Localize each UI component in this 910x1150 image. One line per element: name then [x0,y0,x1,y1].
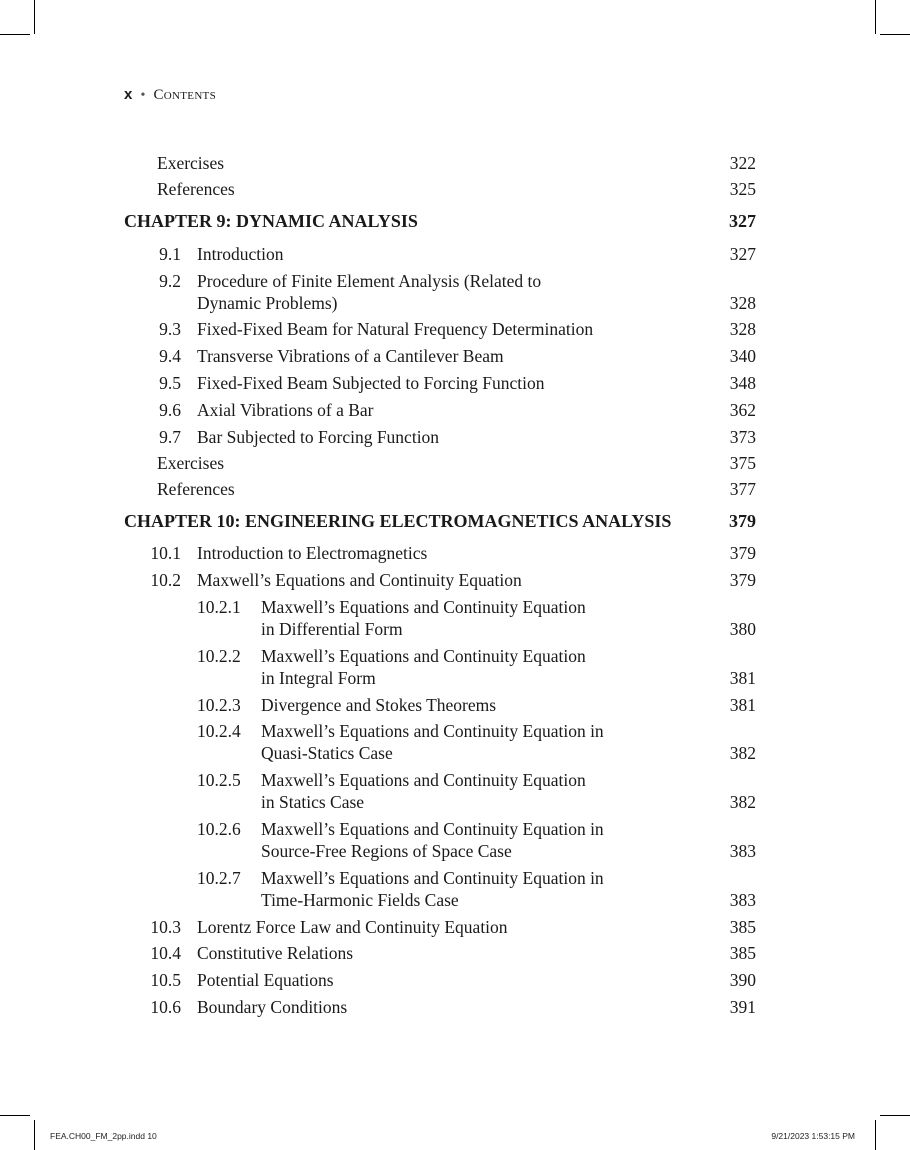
toc-entry [124,867,756,911]
toc-entry [124,569,756,591]
toc-entry-title-line: Maxwell’s Equations and Continuity Equation [261,597,586,617]
crop-mark [880,34,910,35]
toc-entry [124,372,756,394]
toc-entry-page: 325 [729,179,756,199]
toc-entry-title-line: Dynamic Problems) [197,292,338,313]
toc-entry-page: 362 [729,399,756,420]
toc-entry-title-line: Introduction [197,243,284,264]
crop-mark [0,1115,30,1116]
toc-entry-title [124,210,418,232]
toc-entry-page: 383 [729,889,756,910]
toc-entry-title-line: Potential Equations [197,970,334,991]
toc-entry [124,596,756,640]
toc-entry-page: 379 [729,510,756,531]
toc-entry-title-line: Maxwell’s Equations and Continuity Equation [261,770,586,791]
toc-entry-page: 327 [729,243,756,264]
toc-entry-title [197,399,374,421]
toc-entry-title-line: Maxwell’s Equations and Continuity Equation [197,570,522,591]
toc-entry [124,452,756,474]
toc-entry-title [197,569,522,591]
crop-mark [880,1115,910,1116]
toc-entry-page: 328 [729,319,756,340]
toc-entry-number: 9.6 [159,399,181,420]
toc-entry-title-line: Maxwell’s Equations and Continuity Equation in [261,721,604,742]
separator: • [140,88,146,103]
toc-entry-title-line: Maxwell’s Equations and Continuity Equation in [261,867,604,888]
toc-entry-number: 9.3 [159,319,181,340]
page-number: x [124,86,133,103]
toc-entry [124,996,756,1018]
toc-entry-title [124,510,671,532]
toc-entry-page: 328 [729,292,756,313]
toc-entry [124,270,756,314]
toc-entry-number: 10.2.6 [197,819,241,839]
toc-entry-title-line: in Differential Form [261,619,403,639]
toc-entry-number: 10.2.5 [197,770,241,791]
toc-entry-title [261,769,586,813]
toc-entry [124,694,756,716]
toc-entry-page: 382 [729,743,756,764]
toc-entry-title-line: References [157,478,235,499]
toc-entry-title-line: Exercises [157,153,225,173]
toc-entry-title [197,969,334,991]
toc-entry-number: 9.1 [159,243,181,264]
toc-entry-title [197,318,593,340]
footer-file: FEA.CH00_FM_2pp.indd 10 [50,1131,157,1141]
toc-entry-title-line: Fixed-Fixed Beam for Natural Frequency Determination [197,319,594,340]
toc-entry [124,318,756,340]
toc-entry-number: 10.2.4 [197,721,241,742]
toc-entry-title-line: Maxwell’s Equations and Continuity Equation in [261,819,604,839]
toc-entry-title-line: Axial Vibrations of a Bar [197,399,374,420]
toc-entry-title-line: Transverse Vibrations of a Cantilever Beam [197,346,504,367]
toc-entry-title-line: Boundary Conditions [197,997,348,1017]
toc-entry-title [157,452,224,474]
toc-entry-title-line: Time-Harmonic Fields Case [261,889,459,910]
toc-entry-title-line: in Integral Form [261,667,376,688]
toc-entry-title [197,426,439,448]
toc-entry-title [197,243,284,265]
toc-entry [124,645,756,689]
toc-entry [124,969,756,991]
toc-entry-title-line: CHAPTER 9: DYNAMIC ANALYSIS [124,211,418,231]
crop-mark [875,0,876,34]
toc-entry-page: 380 [729,619,756,639]
crop-mark [0,34,30,35]
toc-entry-number: 10.5 [150,970,181,991]
toc-entry-number: 10.2.1 [197,597,241,617]
toc-entry-number: 9.7 [159,426,181,447]
toc-entry-page: 379 [729,570,756,591]
toc-entry-page: 377 [729,478,756,499]
toc-entry-title [157,478,235,500]
toc-entry [124,178,756,200]
toc-chapter-entry [124,510,756,532]
toc-entry [124,942,756,964]
toc-chapter-entry [124,210,756,232]
toc-entry-title-line: in Statics Case [261,792,365,813]
toc-entry-page: 379 [729,543,756,564]
toc-entry-page: 390 [729,970,756,991]
toc-entry [124,478,756,500]
toc-entry-page: 322 [729,153,756,173]
toc-entry-title-line: Maxwell’s Equations and Continuity Equation [261,645,586,666]
crop-mark [34,1120,35,1150]
toc-entry [124,769,756,813]
toc-entry-title [157,152,224,174]
toc-entry-page: 348 [729,373,756,393]
toc-entry [124,818,756,862]
toc-entry [124,542,756,564]
toc-entry-title-line: Divergence and Stokes Theorems [261,694,497,715]
toc-entry-title-line: References [157,179,235,199]
toc-entry-page: 327 [729,211,756,231]
toc-entry-number: 10.2.3 [197,694,241,715]
toc-entry-title-line: Bar Subjected to Forcing Function [197,426,440,447]
toc-entry-page: 340 [729,346,756,367]
running-title: Contents [153,87,216,103]
toc-entry-title [197,372,545,394]
toc-entry [124,152,756,174]
toc-entry-title-line: Exercises [157,452,225,473]
toc-entry-number: 10.4 [150,943,181,964]
toc-entry-title [157,178,235,200]
toc-entry-title [261,818,604,862]
toc-entry [124,399,756,421]
footer-timestamp: 9/21/2023 1:53:15 PM [771,1131,855,1141]
toc-entry-title-line: Lorentz Force Law and Continuity Equation [197,916,508,937]
toc-entry-number: 10.6 [150,997,181,1017]
toc-entry-number: 10.1 [150,543,181,564]
toc-entry-number: 10.2.2 [197,645,241,666]
toc-entry-page: 381 [729,694,756,715]
toc-entry-page: 383 [729,841,756,861]
toc-entry-page: 375 [729,452,756,473]
toc-entry-title [261,720,604,764]
toc-entry [124,720,756,764]
toc-entry-page: 381 [729,667,756,688]
toc-entry-title [197,996,347,1018]
toc-entry-title-line: CHAPTER 10: ENGINEERING ELECTROMAGNETICS ANALYSIS [124,510,672,531]
toc-entry-title [197,542,427,564]
toc-entry-title [197,345,504,367]
toc-entry-title [197,942,353,964]
toc-entry-title-line: Source-Free Regions of Space Case [261,841,512,861]
crop-mark [875,1120,876,1150]
toc-entry-number: 10.2.7 [197,867,241,888]
toc-entry-title-line: Constitutive Relations [197,943,354,964]
toc-entry-number: 9.4 [159,346,181,367]
toc-entry-page: 391 [729,997,756,1017]
toc-entry-title [261,645,586,689]
crop-mark [34,0,35,34]
toc-entry-title-line: Procedure of Finite Element Analysis (Related to [197,270,542,291]
toc-entry-number: 10.3 [150,916,181,937]
running-head [124,86,216,104]
toc-entry-page: 382 [729,792,756,813]
toc-entry-page: 385 [729,916,756,937]
toc-entry [124,243,756,265]
toc-entry-title [261,596,586,640]
toc-entry-number: 10.2 [150,570,181,591]
toc-entry [124,916,756,938]
toc-entry-title [197,270,541,314]
toc-entry-title-line: Quasi-Statics Case [261,743,393,764]
toc-entry-title-line: Fixed-Fixed Beam Subjected to Forcing Function [197,373,545,393]
toc-entry-title [261,694,496,716]
toc-entry-page: 385 [729,943,756,964]
toc-entry [124,426,756,448]
toc-entry-title [261,867,604,911]
toc-entry-title [197,916,508,938]
toc-entry [124,345,756,367]
toc-entry-number: 9.5 [159,373,181,393]
toc-entry-page: 373 [729,426,756,447]
toc-entry-title-line: Introduction to Electromagnetics [197,543,428,564]
toc-entry-number: 9.2 [159,270,181,291]
